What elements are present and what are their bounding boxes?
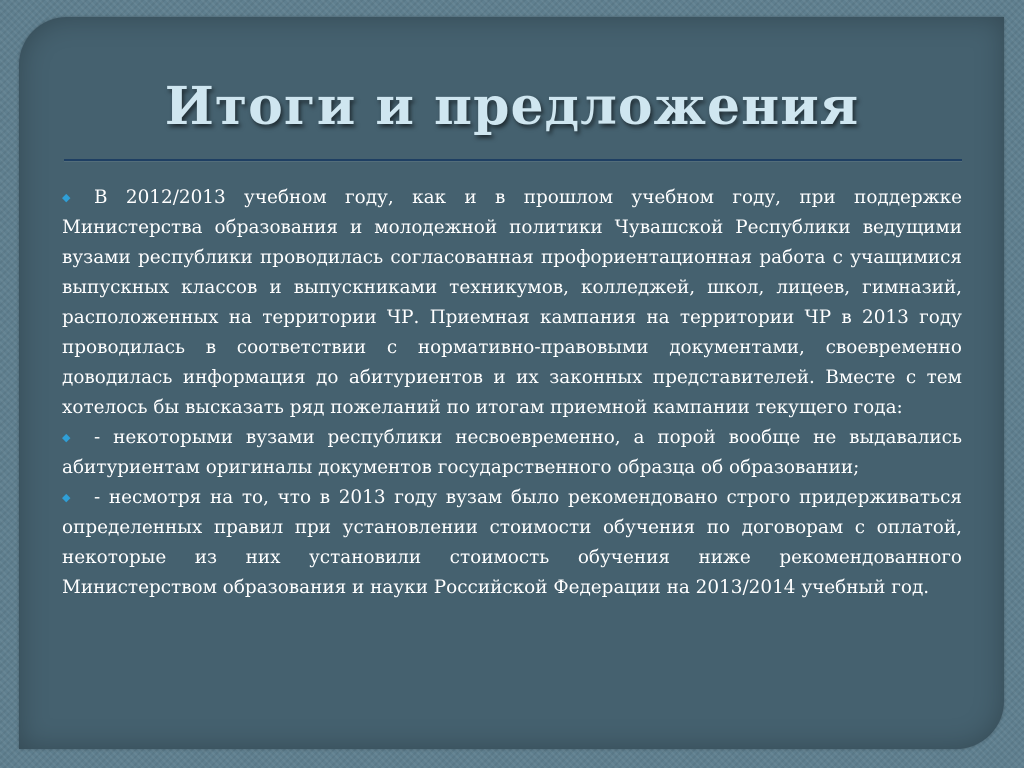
paragraph-1: [62, 183, 962, 423]
paragraph-2-text: - некоторыми вузами республики несвоевременно, а порой вообще не выдавались абитуриентам оригиналы документов государственного образца об образовании;: [62, 427, 962, 478]
bullet-icon: ◆: [62, 491, 71, 504]
slide-title: Итоги и предложения: [164, 76, 860, 137]
paragraph-2: [62, 423, 962, 483]
paragraph-3-text: - несмотря на то, что в 2013 году вузам было рекомендовано строго придерживаться определенных правил при установлении стоимости обучения по договорам с оплатой, некоторые из них установили стоимость обучения ниже рекомендованного Министерством образования и науки Российской Федерации на 2013/2014 учебный год.: [62, 487, 962, 598]
slide-body: [62, 183, 962, 603]
paragraph-1-text: В 2012/2013 учебном году, как и в прошлом учебном году, при поддержке Министерства образования и молодежной политики Чувашской Республики ведущими вузами республики проводилась согласованная профориентационная работа с учащимися выпускных классов и выпускниками техникумов, колледжей, школ, лицеев, гимназий, расположенных на территории ЧР. Приемная кампания на территории ЧР в 2013 году проводилась в соответствии с нормативно-правовыми документами, своевременно доводилась информация до абитуриентов и их законных представителей. Вместе с тем хотелось бы высказать ряд пожеланий по итогам приемной кампании текущего года:: [62, 187, 962, 418]
title-divider: [64, 159, 962, 161]
bullet-icon: ◆: [62, 191, 71, 204]
bullet-icon: ◆: [62, 431, 71, 444]
paragraph-3: [62, 483, 962, 603]
